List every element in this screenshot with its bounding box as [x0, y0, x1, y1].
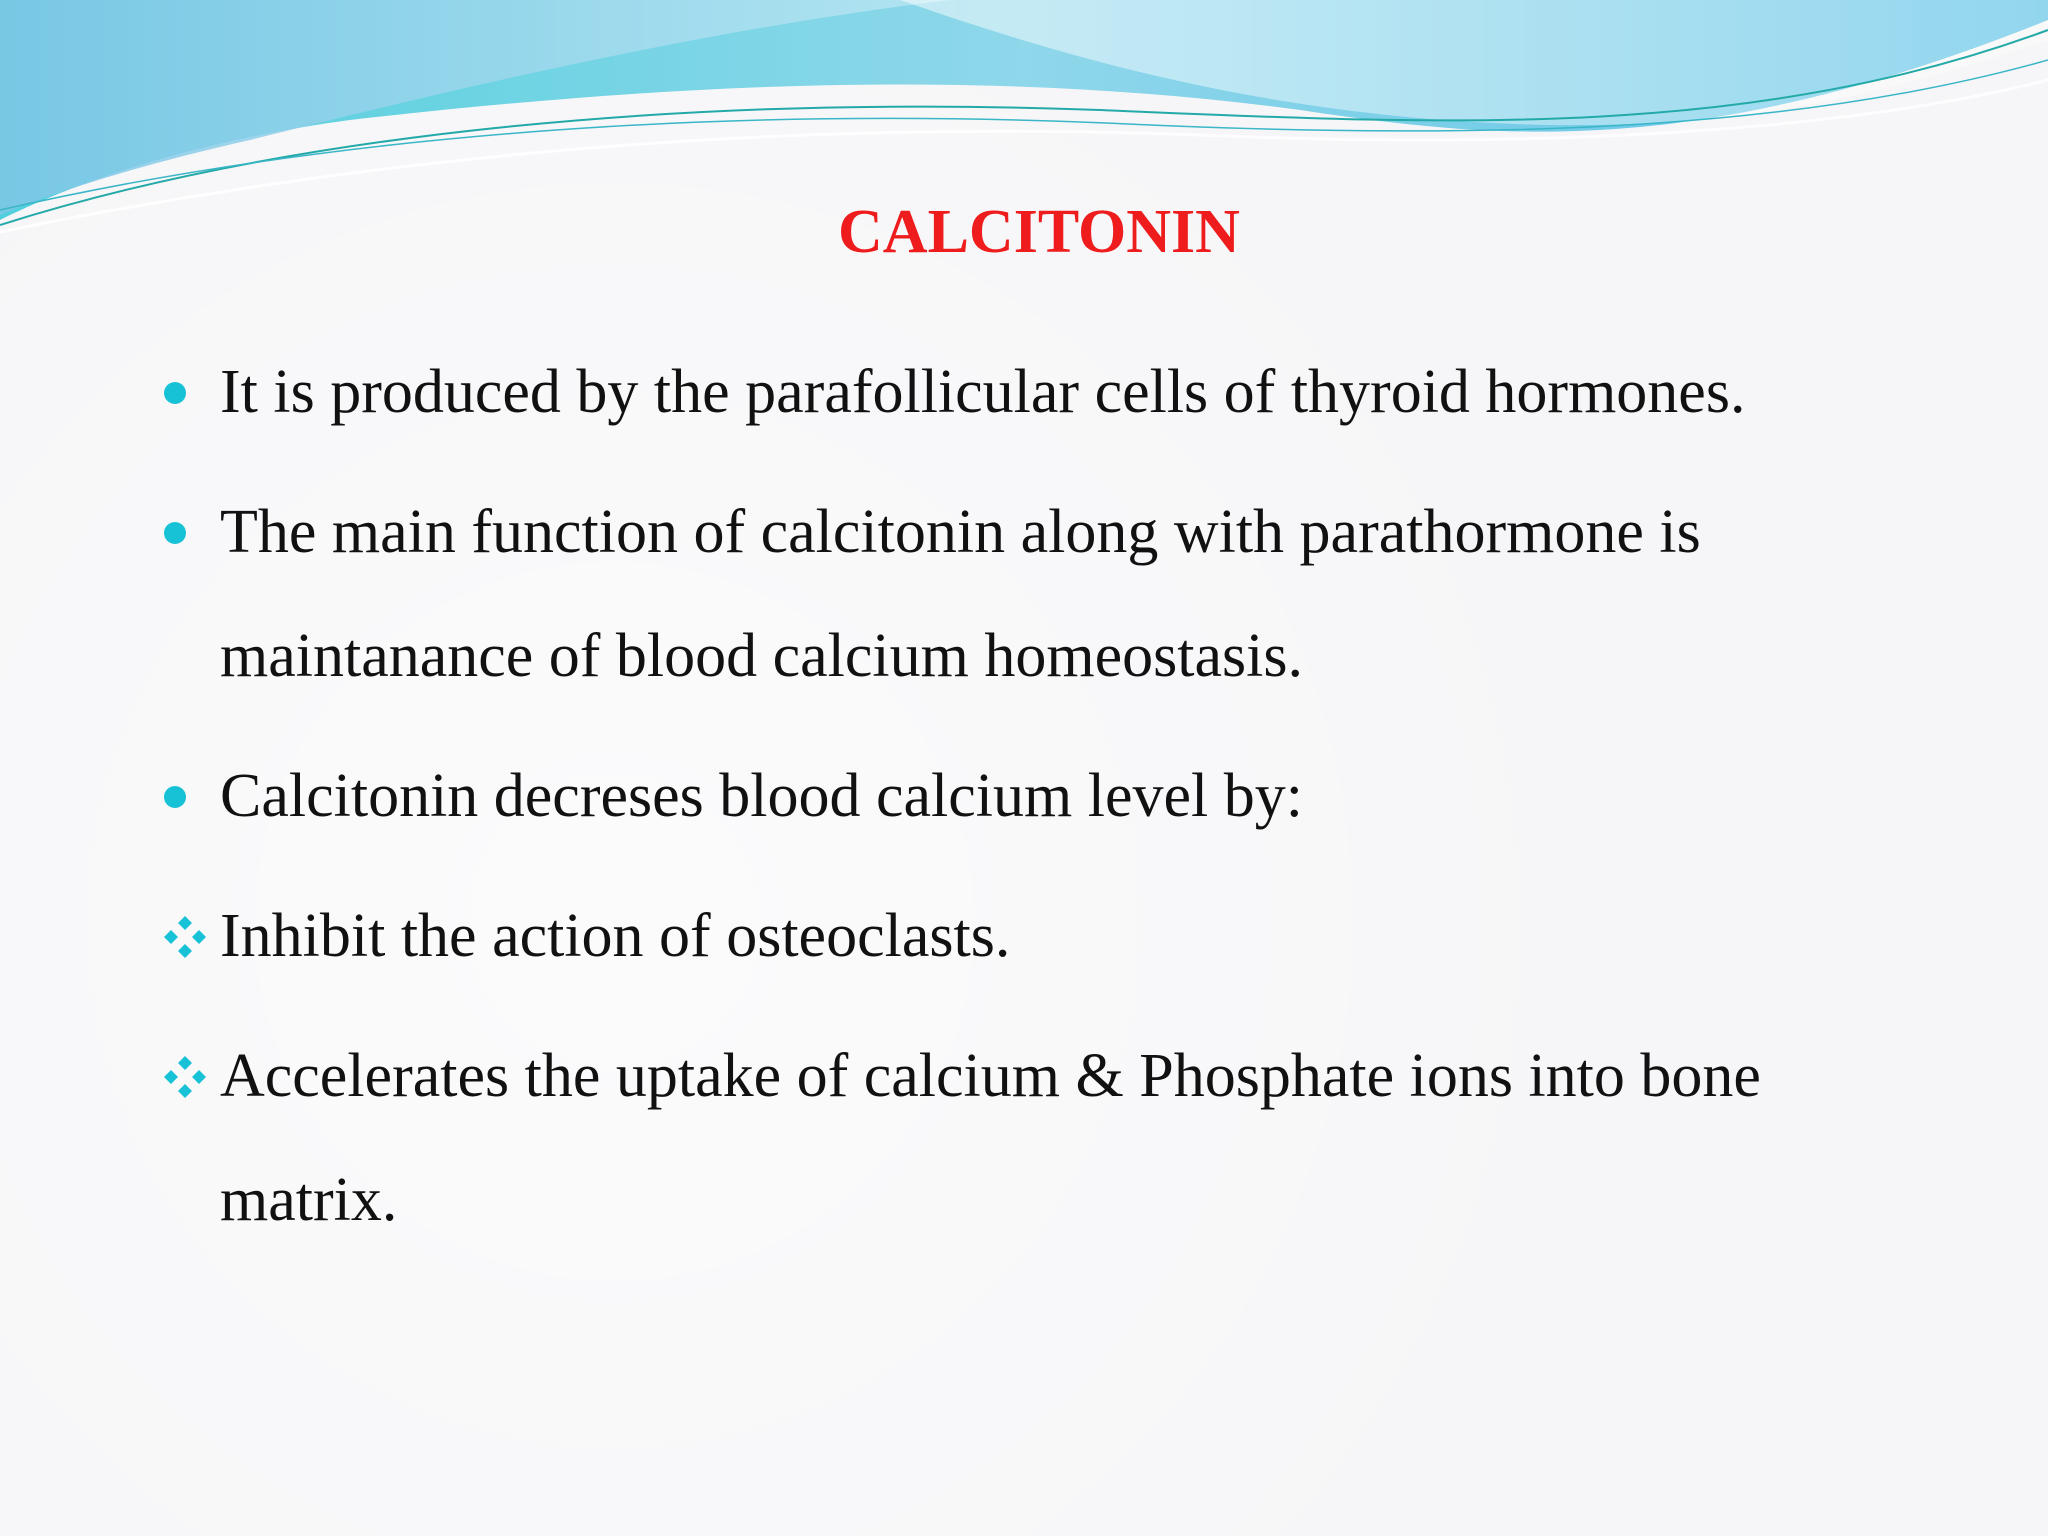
list-item-text: Accelerates the uptake of calcium & Phosphate ions into bone matrix.	[220, 1042, 1761, 1234]
list-item	[160, 470, 1920, 718]
list-item-text: Inhibit the action of osteoclasts.	[220, 902, 1011, 970]
list-item-text: It is produced by the parafollicular cells of thyroid hormones.	[220, 358, 1746, 426]
list-item-text: The main function of calcitonin along with parathormone is maintanance of blood calcium homeostasis.	[220, 498, 1701, 690]
dot-icon	[160, 470, 210, 594]
list-item-text: Calcitonin decreses blood calcium level by:	[220, 762, 1303, 830]
list-item	[160, 1014, 1920, 1262]
dot-icon	[160, 330, 210, 454]
list-item	[160, 734, 1920, 858]
four-diamond-icon	[160, 874, 210, 998]
dot-icon	[160, 734, 210, 858]
four-diamond-icon	[160, 1014, 210, 1138]
bullet-list	[160, 330, 1920, 1278]
list-item	[160, 330, 1920, 454]
list-item	[160, 874, 1920, 998]
slide-title: CALCITONIN	[838, 198, 1240, 266]
